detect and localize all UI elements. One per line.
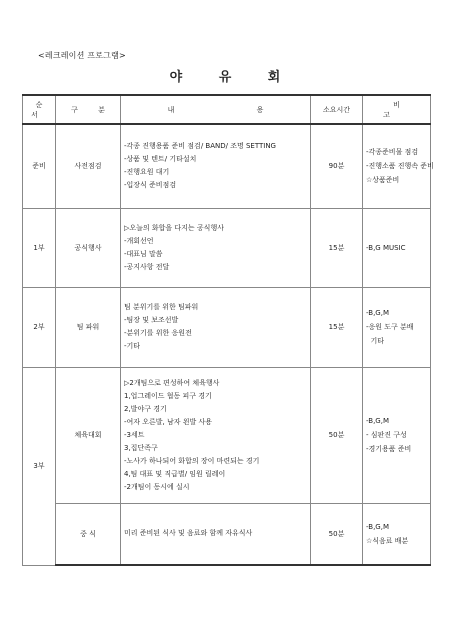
row-order: 1부 xyxy=(23,208,56,287)
note-line: -진행소품 진행속 준비 xyxy=(366,162,434,171)
content-line: -여자 오른발, 남자 왼발 사용 xyxy=(124,417,213,426)
content-line: -팀장 및 보조선발 xyxy=(124,316,179,324)
note-line: - 심판진 구성 xyxy=(366,431,407,439)
content-line: 1,업그레이드 협동 피구 경기 xyxy=(124,391,212,400)
row-notes xyxy=(363,287,431,367)
row-notes xyxy=(363,503,431,565)
row-content xyxy=(121,124,311,208)
table-header-row xyxy=(23,95,431,124)
note-line: 기타 xyxy=(366,337,384,345)
header-order: 순서 xyxy=(23,95,56,124)
note-line: -각종준비물 점검 xyxy=(366,148,419,157)
document-title: 야 유 회 xyxy=(169,70,297,85)
content-line: 3,집단족구 xyxy=(124,443,158,452)
row-time: 15분 xyxy=(311,208,363,287)
table-row xyxy=(23,124,431,208)
row-category: 공식행사 xyxy=(56,208,121,287)
content-line: -공지사항 전달 xyxy=(124,262,170,271)
table-row xyxy=(23,503,431,565)
row-order: 3부 xyxy=(23,367,56,565)
content-line: 미리 준비된 식사 및 음료와 함께 자유식사 xyxy=(124,529,253,538)
note-line: -B,G MUSIC xyxy=(366,243,406,252)
table-row xyxy=(23,208,431,287)
content-line: -각종 진행용품 준비 점검/ BAND/ 조명 SETTING xyxy=(124,142,276,151)
note-line: -B,G,M xyxy=(366,417,389,425)
row-content xyxy=(121,503,311,565)
row-notes xyxy=(363,124,434,208)
content-line: ▷2개팀으로 편성하여 체육행사 xyxy=(124,378,220,387)
row-content xyxy=(121,208,311,287)
row-time: 50분 xyxy=(311,503,363,565)
content-line: 2,발야구 경기 xyxy=(124,404,167,413)
program-subtitle: <레크레이션 프로그램> xyxy=(38,51,126,60)
row-time: 50분 xyxy=(311,367,363,503)
content-line: -노사가 하나되어 화합의 장이 마련되는 경기 xyxy=(124,456,260,465)
row-order: 준비 xyxy=(23,124,56,208)
note-line: ☆상품준비 xyxy=(366,176,400,185)
row-category: 중 식 xyxy=(56,503,121,565)
program-table xyxy=(22,94,434,566)
content-line: -대표님 말씀 xyxy=(124,249,163,258)
header-category: 구 분 xyxy=(56,95,121,124)
content-line: -개회선언 xyxy=(124,236,154,245)
content-line: -분위기를 위한 응원전 xyxy=(124,329,192,337)
content-line: -상품 및 텐트/ 기타설치 xyxy=(124,155,197,164)
row-time: 90분 xyxy=(311,124,363,208)
note-line: -B,G,M xyxy=(366,309,389,317)
content-line: 팀 분위기를 위한 팀파워 xyxy=(124,303,199,311)
row-order: 2부 xyxy=(23,287,56,367)
row-category: 사전점검 xyxy=(56,124,121,208)
content-line: -진행요원 대기 xyxy=(124,168,170,177)
table-row xyxy=(23,367,431,503)
header-notes: 비 고 xyxy=(363,95,431,124)
row-time: 15분 xyxy=(311,287,363,367)
content-line: -입장식 준비점검 xyxy=(124,181,177,190)
row-notes xyxy=(363,367,431,503)
row-content xyxy=(121,287,311,367)
table-row xyxy=(23,287,431,367)
row-content xyxy=(121,367,311,503)
content-line: -기타 xyxy=(124,342,141,350)
note-line: ☆식음료 배분 xyxy=(366,536,409,545)
note-line: -B,G,M xyxy=(366,522,389,531)
content-line: ▷오늘의 화합을 다지는 공식행사 xyxy=(124,223,224,232)
content-line: -3세트 xyxy=(124,430,145,439)
note-line: -경기용품 준비 xyxy=(366,445,412,453)
content-line: -2개팀이 동시에 실시 xyxy=(124,482,190,491)
row-notes xyxy=(363,208,431,287)
header-time: 소요시간 xyxy=(311,95,363,124)
content-line: 4,팀 대표 및 직급별/ 임원 릴레이 xyxy=(124,469,226,478)
note-line: -응원 도구 분배 xyxy=(366,323,414,331)
row-category: 팀 파워 xyxy=(56,287,121,367)
row-category: 체육대회 xyxy=(56,367,121,503)
header-content: 내 용 xyxy=(121,95,311,124)
